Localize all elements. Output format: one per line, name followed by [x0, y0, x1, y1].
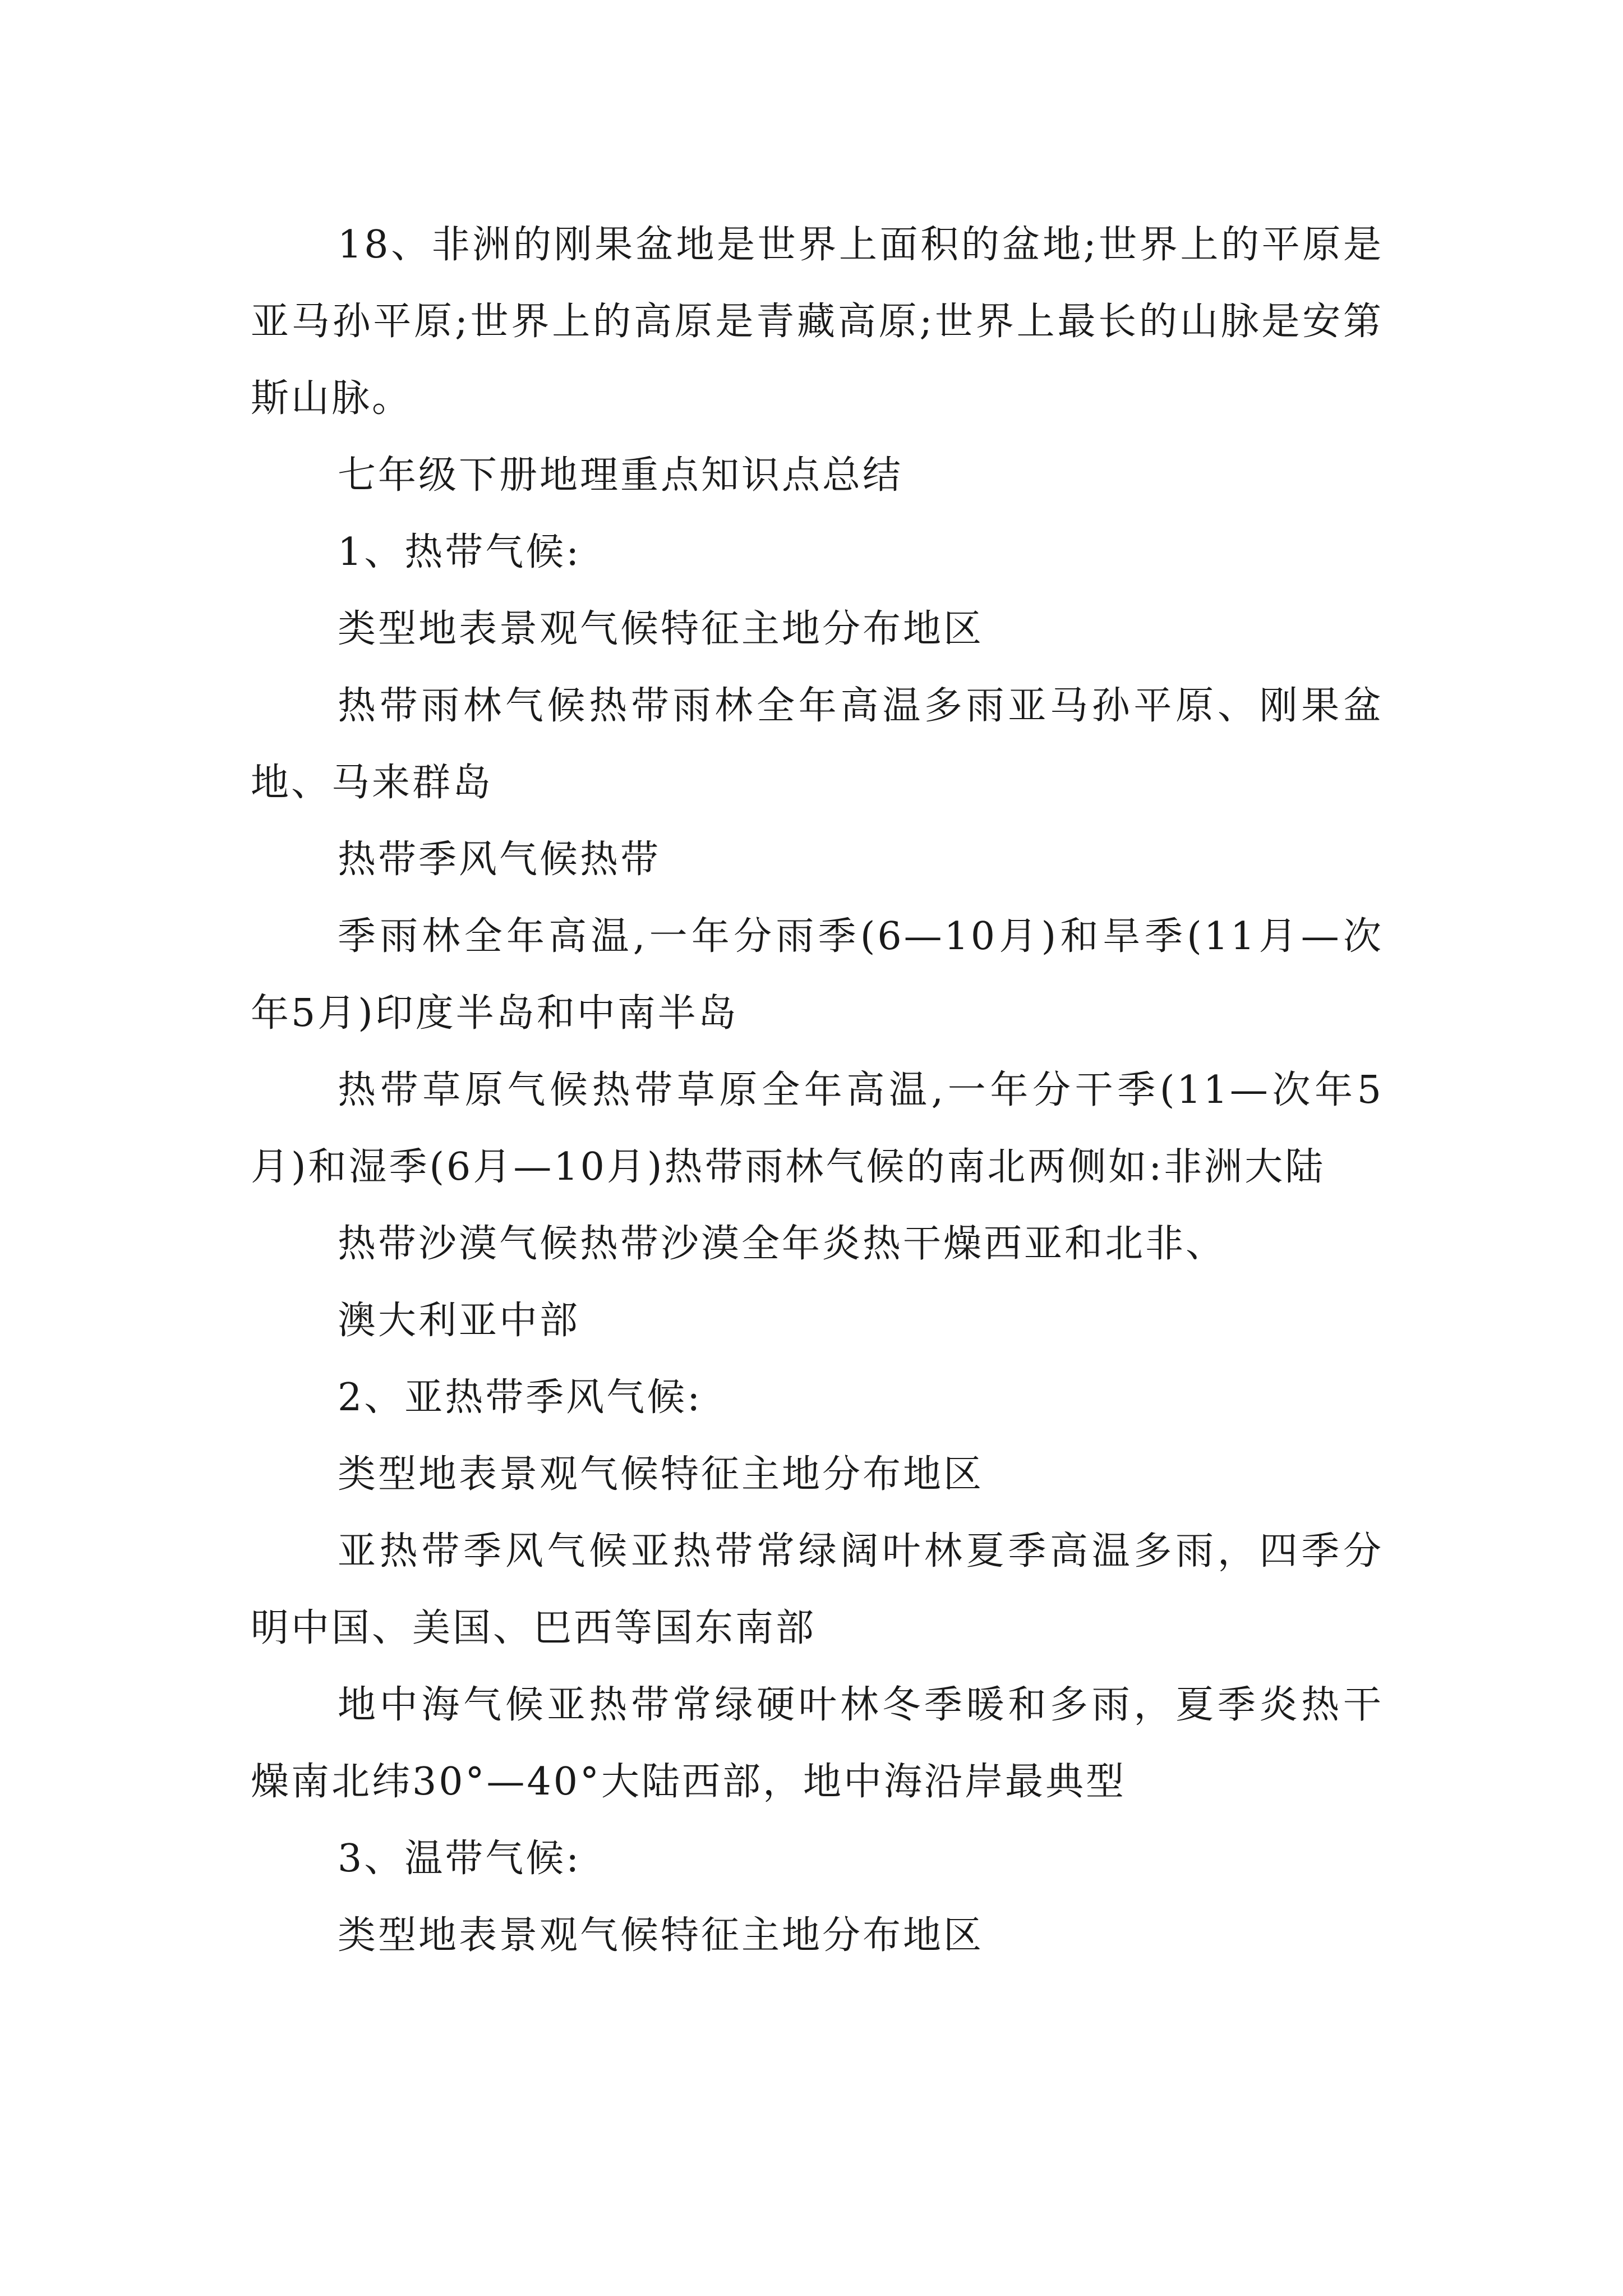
- table-header-row: 类型地表景观气候特征主地分布地区: [338, 607, 984, 651]
- table-header-row: 类型地表景观气候特征主地分布地区: [338, 1452, 984, 1497]
- paragraph-savanna: 热带草原气候热带草原全年高温,一年分干季(11—次年5月)和湿季(6月—10月)热带雨林气候的南北两侧如:非洲大陆: [251, 1068, 1384, 1189]
- paragraph-basins-plains: 18、非洲的刚果盆地是世界上面积的盆地;世界上的平原是亚马孙平原;世界上的高原是青藏高原;世界上最长的山脉是安第斯山脉。: [251, 223, 1384, 421]
- paragraph-monsoon-title: 热带季风气候热带: [338, 838, 661, 882]
- paragraph-desert-cont: 澳大利亚中部: [338, 1299, 580, 1343]
- section-title: 七年级下册地理重点知识点总结: [338, 453, 903, 498]
- heading-tropical-climate: 1、热带气候:: [338, 530, 582, 574]
- table-header-row: 类型地表景观气候特征主地分布地区: [338, 1913, 984, 1958]
- heading-subtropical-climate: 2、亚热带季风气候:: [338, 1375, 703, 1420]
- heading-temperate-climate: 3、温带气候:: [338, 1837, 582, 1881]
- paragraph-mediterranean: 地中海气候亚热带常绿硬叶林冬季暖和多雨，夏季炎热干燥南北纬30°—40°大陆西部，地中海沿岸最典型: [251, 1683, 1384, 1804]
- paragraph-subtropical-monsoon: 亚热带季风气候亚热带常绿阔叶林夏季高温多雨，四季分明中国、美国、巴西等国东南部: [251, 1529, 1384, 1650]
- paragraph-rainforest: 热带雨林气候热带雨林全年高温多雨亚马孙平原、刚果盆地、马来群岛: [251, 684, 1384, 805]
- paragraph-monsoon: 季雨林全年高温,一年分雨季(6—10月)和旱季(11月—次年5月)印度半岛和中南半岛: [251, 914, 1384, 1036]
- paragraph-desert: 热带沙漠气候热带沙漠全年炎热干燥西亚和北非、: [338, 1222, 1227, 1266]
- document-body: [251, 206, 1384, 1974]
